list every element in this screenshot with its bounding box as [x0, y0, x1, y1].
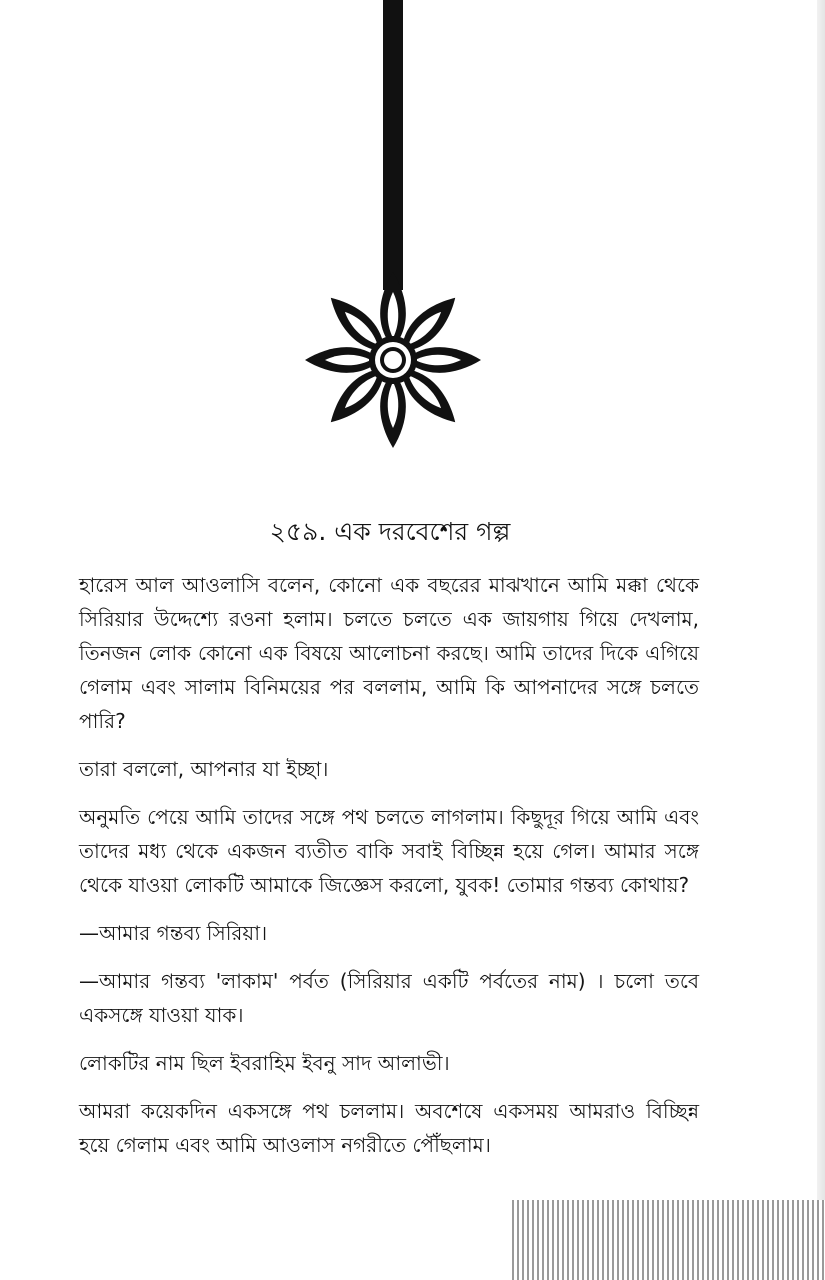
paragraph: হারেস আল আওলাসি বলেন, কোনো এক বছরের মাঝখানে আমি মক্কা থেকে সিরিয়ার উদ্দেশ্যে রওনা হলাম। চলতে চলতে এক জায়গায় গিয়ে দেখলাম, তিনজন লোক কোনো এক বিষয়ে আলোচনা করছে। আমি তাদের দিকে এগিয়ে গেলাম এবং সালাম বিনিময়ের পর বললাম, আমি কি আপনাদের সঙ্গে চলতে পারি?: [79, 573, 699, 733]
paragraph: —আমার গন্তব্য সিরিয়া।: [79, 921, 268, 945]
paragraph: লোকটির নাম ছিল ইবরাহিম ইবনু সাদ আলাভী।: [79, 1051, 450, 1075]
paragraph: আমরা কয়েকদিন একসঙ্গে পথ চললাম। অবশেষে একসময় আমরাও বিচ্ছিন্ন হয়ে গেলাম এবং আমি আওলাস নগরীতে পৌঁছলাম।: [79, 1099, 699, 1157]
chapter-body: [79, 568, 699, 1176]
paragraph: তারা বললো, আপনার যা ইচ্ছা।: [79, 757, 329, 781]
paragraph: অনুমতি পেয়ে আমি তাদের সঙ্গে পথ চলতে লাগলাম। কিছুদূর গিয়ে আমি এবং তাদের মধ্য থেকে একজন ব্যতীত বাকি সবাই বিচ্ছিন্ন হয়ে গেল। আমার সঙ্গে থেকে যাওয়া লোকটি আমাকে জিজ্ঞেস করলো, যুবক! তোমার গন্তব্য কোথায়?: [79, 805, 699, 897]
flower-ornament-icon: [0, 0, 825, 460]
page-corner-stripes: [512, 1200, 825, 1280]
ornament-cord: [383, 0, 403, 290]
paragraph: —আমার গন্তব্য 'লাকাম' পর্বত (সিরিয়ার একটি পর্বতের নাম) । চলো তবে একসঙ্গে যাওয়া যাক।: [79, 969, 699, 1027]
ornament-center-dot: [384, 351, 402, 369]
chapter-title: ২৫৯. এক দরবেশের গল্প: [269, 517, 511, 546]
